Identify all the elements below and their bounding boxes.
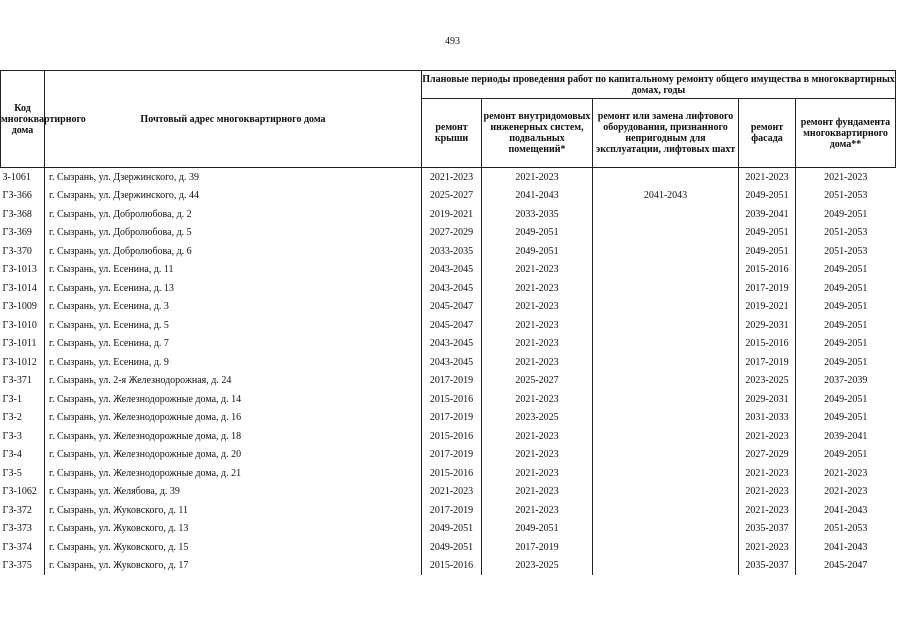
table-row [1,168,896,187]
row-engineering-period: 2049-2051 [482,224,593,243]
row-code: ГЗ-3 [2,430,22,442]
table-row [1,427,896,446]
row-facade-period: 2023-2025 [739,372,796,391]
row-elevator-period [593,224,739,243]
row-address: г. Сызрань, ул. 2-я Железнодорожная, д. 24 [45,372,422,391]
row-code: ГЗ-374 [2,541,32,553]
row-address: г. Сызрань, ул. Есенина, д. 3 [45,298,422,317]
row-code: ГЗ-4 [2,449,22,461]
row-foundation-period: 2049-2051 [796,205,896,224]
row-elevator-period [593,427,739,446]
row-roof-period: 2015-2016 [422,390,482,409]
row-roof-period: 2043-2045 [422,335,482,354]
row-elevator-period [593,242,739,261]
row-facade-period: 2049-2051 [739,187,796,206]
row-elevator-period [593,205,739,224]
row-foundation-period: 2049-2051 [796,446,896,465]
row-code: ГЗ-375 [2,560,32,572]
row-facade-period: 2021-2023 [739,501,796,520]
row-foundation-period: 2021-2023 [796,464,896,483]
row-foundation-period: 2041-2043 [796,501,896,520]
header-facade: ремонт фасада [739,99,796,168]
row-engineering-period: 2021-2023 [482,298,593,317]
row-engineering-period: 2021-2023 [482,483,593,502]
row-address: г. Сызрань, ул. Есенина, д. 7 [45,335,422,354]
row-address: г. Сызрань, ул. Дзержинского, д. 39 [45,168,422,187]
row-foundation-period: 2041-2043 [796,538,896,557]
table-row [1,335,896,354]
row-engineering-period: 2049-2051 [482,520,593,539]
table-row [1,316,896,335]
row-code: ГЗ-1009 [2,301,37,313]
row-elevator-period [593,335,739,354]
row-elevator-period [593,501,739,520]
row-elevator-period [593,316,739,335]
row-address: г. Сызрань, ул. Жуковского, д. 17 [45,557,422,576]
row-code: ГЗ-371 [2,375,32,387]
row-elevator-period [593,279,739,298]
row-foundation-period: 2045-2047 [796,557,896,576]
row-code: ГЗ-5 [2,467,22,479]
row-address: г. Сызрань, ул. Дзержинского, д. 44 [45,187,422,206]
row-address: г. Сызрань, ул. Жуковского, д. 15 [45,538,422,557]
row-foundation-period: 2039-2041 [796,427,896,446]
row-roof-period: 2021-2023 [422,168,482,187]
row-facade-period: 2035-2037 [739,520,796,539]
row-facade-period: 2027-2029 [739,446,796,465]
row-facade-period: 2021-2023 [739,483,796,502]
page-number: 493 [445,36,460,47]
row-foundation-period: 2049-2051 [796,316,896,335]
row-engineering-period: 2023-2025 [482,409,593,428]
row-code: ГЗ-370 [2,245,32,257]
table-row [1,538,896,557]
row-roof-period: 2025-2027 [422,187,482,206]
row-roof-period: 2017-2019 [422,446,482,465]
row-facade-period: 2031-2033 [739,409,796,428]
capital-repair-table [0,70,896,575]
row-elevator-period [593,168,739,187]
row-engineering-period: 2021-2023 [482,501,593,520]
row-roof-period: 2043-2045 [422,279,482,298]
row-address: г. Сызрань, ул. Добролюбова, д. 5 [45,224,422,243]
row-code: ГЗ-1062 [2,486,37,498]
row-elevator-period [593,464,739,483]
row-elevator-period [593,353,739,372]
row-foundation-period: 2051-2053 [796,187,896,206]
table-row [1,298,896,317]
row-roof-period: 2017-2019 [422,501,482,520]
table-row [1,520,896,539]
table-row [1,483,896,502]
row-foundation-period: 2049-2051 [796,409,896,428]
row-elevator-period [593,372,739,391]
row-foundation-period: 2049-2051 [796,335,896,354]
row-roof-period: 2045-2047 [422,298,482,317]
row-address: г. Сызрань, ул. Железнодорожные дома, д. 20 [45,446,422,465]
row-roof-period: 2049-2051 [422,538,482,557]
row-engineering-period: 2021-2023 [482,335,593,354]
row-address: г. Сызрань, ул. Есенина, д. 11 [45,261,422,280]
row-elevator-period: 2041-2043 [593,187,739,206]
row-facade-period: 2029-2031 [739,390,796,409]
row-facade-period: 2019-2021 [739,298,796,317]
table-row [1,205,896,224]
row-engineering-period: 2041-2043 [482,187,593,206]
table-row [1,557,896,576]
header-periods-group: Плановые периоды проведения работ по капитальному ремонту общего имущества в многоквартирных домах, годы [422,71,896,99]
row-code: ГЗ-1013 [2,264,37,276]
row-facade-period: 2049-2051 [739,242,796,261]
row-elevator-period [593,483,739,502]
table-row [1,279,896,298]
table-row [1,372,896,391]
row-engineering-period: 2021-2023 [482,168,593,187]
row-foundation-period: 2051-2053 [796,224,896,243]
header-elevator: ремонт или замена лифтового оборудования, признанного непригодным для эксплуатации, лифтовых шахт [593,99,739,168]
row-elevator-period [593,538,739,557]
header-address: Почтовый адрес многоквартирного дома [45,71,422,168]
row-code: ГЗ-1011 [2,338,37,350]
row-facade-period: 2021-2023 [739,427,796,446]
table-row [1,187,896,206]
table-row [1,464,896,483]
row-roof-period: 2017-2019 [422,409,482,428]
row-roof-period: 2015-2016 [422,557,482,576]
row-roof-period: 2015-2016 [422,464,482,483]
row-facade-period: 2039-2041 [739,205,796,224]
row-elevator-period [593,446,739,465]
header-code: Код многоквартирного дома [1,71,45,168]
table-row [1,501,896,520]
row-code: ГЗ-372 [2,504,32,516]
row-foundation-period: 2051-2053 [796,242,896,261]
row-address: г. Сызрань, ул. Жуковского, д. 13 [45,520,422,539]
row-foundation-period: 2049-2051 [796,390,896,409]
row-facade-period: 2017-2019 [739,353,796,372]
row-roof-period: 2043-2045 [422,261,482,280]
row-code: ГЗ-1010 [2,319,37,331]
row-foundation-period: 2021-2023 [796,483,896,502]
row-address: г. Сызрань, ул. Жуковского, д. 11 [45,501,422,520]
header-roof: ремонт крыши [422,99,482,168]
row-roof-period: 2021-2023 [422,483,482,502]
row-foundation-period: 2037-2039 [796,372,896,391]
table-row [1,353,896,372]
row-elevator-period [593,298,739,317]
row-engineering-period: 2021-2023 [482,446,593,465]
row-address: г. Сызрань, ул. Добролюбова, д. 2 [45,205,422,224]
row-address: г. Сызрань, ул. Железнодорожные дома, д. 16 [45,409,422,428]
row-address: г. Сызрань, ул. Железнодорожные дома, д. 18 [45,427,422,446]
row-code: ГЗ-1 [2,393,22,405]
row-address: г. Сызрань, ул. Добролюбова, д. 6 [45,242,422,261]
row-facade-period: 2021-2023 [739,464,796,483]
row-foundation-period: 2021-2023 [796,168,896,187]
row-roof-period: 2015-2016 [422,427,482,446]
header-engineering: ремонт внутридомовых инженерных систем, подвальных помещений* [482,99,593,168]
row-elevator-period [593,520,739,539]
row-engineering-period: 2049-2051 [482,242,593,261]
row-roof-period: 2049-2051 [422,520,482,539]
row-code: ГЗ-373 [2,523,32,535]
row-address: г. Сызрань, ул. Железнодорожные дома, д. 21 [45,464,422,483]
row-elevator-period [593,557,739,576]
row-code: З-1061 [2,171,31,183]
row-roof-period: 2027-2029 [422,224,482,243]
row-foundation-period: 2049-2051 [796,279,896,298]
row-code: ГЗ-2 [2,412,22,424]
row-address: г. Сызрань, ул. Есенина, д. 13 [45,279,422,298]
row-foundation-period: 2049-2051 [796,298,896,317]
row-engineering-period: 2021-2023 [482,261,593,280]
row-code: ГЗ-366 [2,190,32,202]
row-elevator-period [593,390,739,409]
row-facade-period: 2015-2016 [739,261,796,280]
row-address: г. Сызрань, ул. Есенина, д. 5 [45,316,422,335]
table-row [1,390,896,409]
row-code: ГЗ-1014 [2,282,37,294]
row-address: г. Сызрань, ул. Железнодорожные дома, д. 14 [45,390,422,409]
row-engineering-period: 2017-2019 [482,538,593,557]
row-roof-period: 2019-2021 [422,205,482,224]
row-facade-period: 2021-2023 [739,538,796,557]
row-address: г. Сызрань, ул. Есенина, д. 9 [45,353,422,372]
table-row [1,224,896,243]
row-foundation-period: 2051-2053 [796,520,896,539]
row-roof-period: 2033-2035 [422,242,482,261]
table-row [1,242,896,261]
row-address: г. Сызрань, ул. Желябова, д. 39 [45,483,422,502]
row-roof-period: 2045-2047 [422,316,482,335]
row-facade-period: 2021-2023 [739,168,796,187]
row-engineering-period: 2025-2027 [482,372,593,391]
row-facade-period: 2015-2016 [739,335,796,354]
row-roof-period: 2043-2045 [422,353,482,372]
table-row [1,446,896,465]
row-foundation-period: 2049-2051 [796,261,896,280]
row-engineering-period: 2021-2023 [482,353,593,372]
row-facade-period: 2049-2051 [739,224,796,243]
row-engineering-period: 2021-2023 [482,390,593,409]
row-code: ГЗ-369 [2,227,32,239]
row-engineering-period: 2021-2023 [482,279,593,298]
row-engineering-period: 2033-2035 [482,205,593,224]
row-foundation-period: 2049-2051 [796,353,896,372]
row-elevator-period [593,409,739,428]
row-code: ГЗ-368 [2,208,32,220]
header-foundation: ремонт фундамента многоквартирного дома** [796,99,896,168]
row-elevator-period [593,261,739,280]
table-row [1,261,896,280]
row-engineering-period: 2021-2023 [482,464,593,483]
row-facade-period: 2035-2037 [739,557,796,576]
row-code: ГЗ-1012 [2,356,37,368]
table-row [1,409,896,428]
row-engineering-period: 2021-2023 [482,427,593,446]
row-engineering-period: 2023-2025 [482,557,593,576]
row-facade-period: 2029-2031 [739,316,796,335]
row-facade-period: 2017-2019 [739,279,796,298]
row-engineering-period: 2021-2023 [482,316,593,335]
row-roof-period: 2017-2019 [422,372,482,391]
